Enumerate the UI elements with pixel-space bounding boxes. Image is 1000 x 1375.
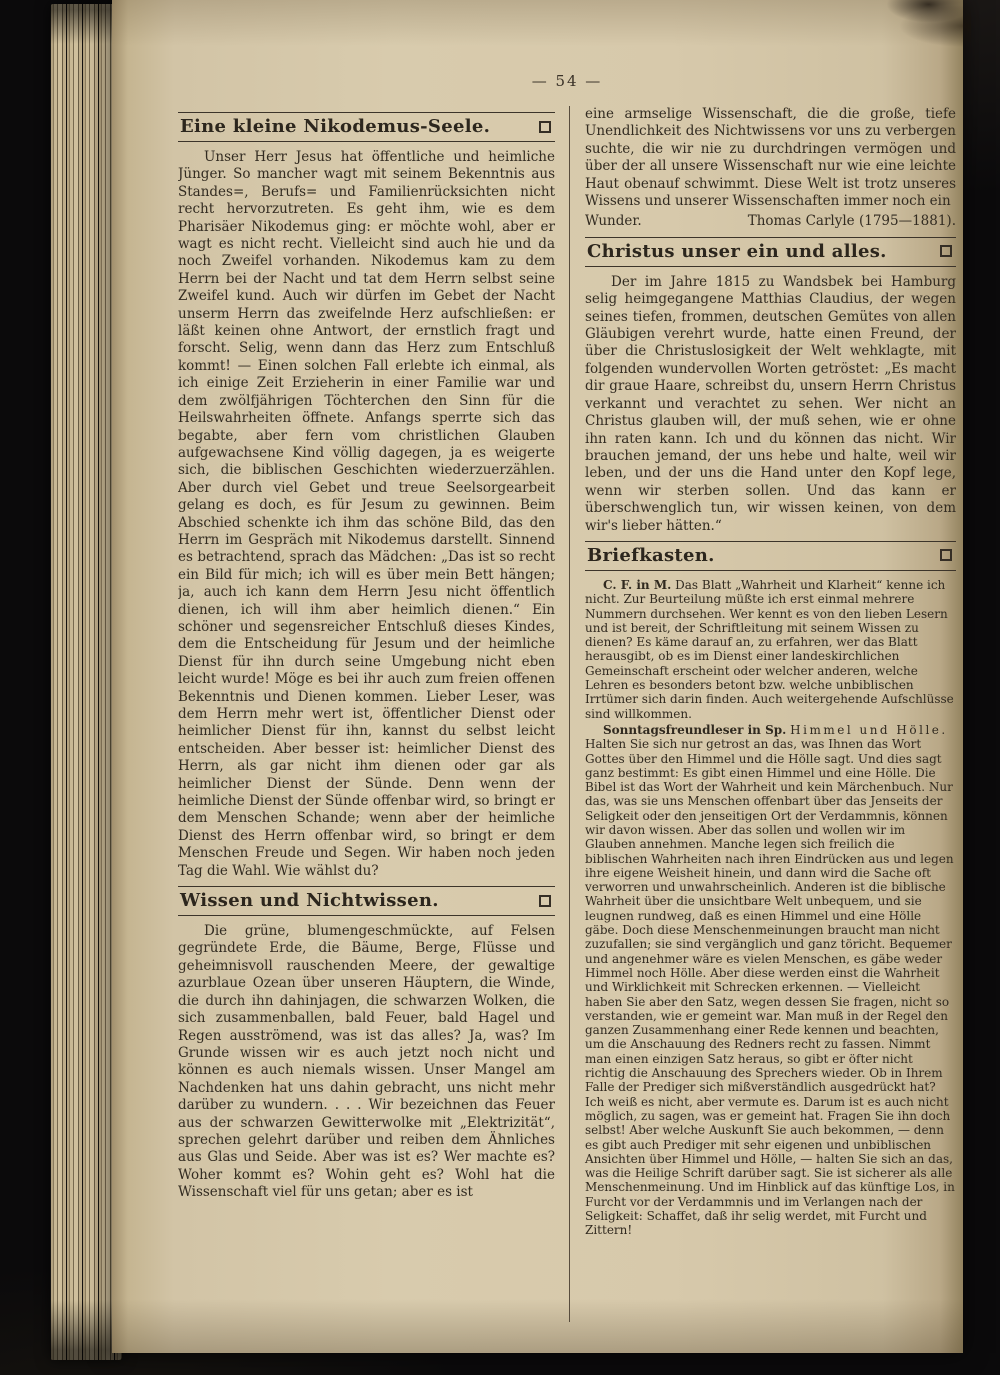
briefkasten-item-1 — [585, 578, 956, 721]
section-heading-nikodemus — [178, 112, 555, 142]
page-content — [178, 0, 956, 1340]
section-body-wissen: Die grüne, blumengeschmückte, auf Felsen gegründete Erde, die Bäume, Berge, Flüsse und geheimnisvoll rauschenden Meere, der gewaltige azurblaue Ozean über unseren Häuptern, die Winde, die durch ihn dahinjagen, die schwarzen Wolken, die sich zusammenballen, bald Feuer, bald Hagel und Regen ausströmend, was ist das alles? Ja, was? Im Grunde wissen wir es auch jetzt noch nicht und können es auch niemals wissen. Unser Mangel am Nachdenken hat uns dahin gebracht, uns nicht mehr darüber zu wundern. . . . Wir bezeichnen das Feuer aus der schwarzen Gewitterwolke mit „Elektrizität“, sprechen gelehrt darüber und reiben dem Ähnliches aus Glas und Seide. Aber was ist es? Wer machte es? Woher kommt es? Wohin geht es? Wohl hat die Wissenschaft viel für uns getan; aber es ist — [178, 923, 555, 1201]
briefkasten-item-2 — [585, 723, 956, 1238]
section-title: Briefkasten. — [587, 544, 715, 566]
attribution-line — [585, 213, 956, 230]
right-column — [569, 106, 956, 1322]
section-body-christus: Der im Jahre 1815 zu Wandsbek bei Hamburg selig heimgegangene Matthias Claudius, der wegen seines tiefen, frommen, deutschen Gemütes von allen Gläubigen verehrt wurde, hatte einen Freund, der über die Christuslosigkeit der Welt wehklagte, mit folgenden wundervollen Worten getröstet: „Es macht dir graue Haare, schreibst du, unsern Herrn Christus verkannt und verachtet zu sehen. Wer nicht an Christus glauben will, der muß sehen, wie er ohne ihn raten kann. Ich und du können das nicht. Wir brauchen jemand, der uns hebe und halte, weil wir leben, und der uns die Hand unter den Kopf lege, wenn wir sterben sollen. Und das kann er überschwenglich tun, wir wissen keinen, von dem wir's lieber hätten.“ — [585, 273, 956, 534]
page-number: — 54 — — [531, 72, 603, 90]
section-body-nikodemus: Unser Herr Jesus hat öffentliche und heimliche Jünger. So mancher wagt mit seinem Bekenntnis aus Standes=, Berufs= und Familienrücksichten nicht recht hervorzutreten. Es geht ihm, wie es dem Pharisäer Nikodemus ging: er möchte wohl, aber er wagt es nicht recht. Vielleicht sind auch hie und da noch Zweifel vorhanden. Nikodemus kam zu dem Herrn bei der Nacht und tat dem Herrn selbst seine Zweifel kund. Auch wir dürfen im Gebet der Nacht unserm Herrn das zweifelnde Herz aufschließen: er läßt keinen ohne Antwort, der ernstlich fragt und forscht. Selig, wenn dann das Herz zum Entschluß kommt! — Einen solchen Fall erlebte ich einmal, als ich einige Zeit Erzieherin in einer Familie war und dem zwölfjährigen Töchterchen den Sinn für die Heilswahrheiten öffnete. Anfangs sperrte sich das begabte, aber fern vom christlichen Glauben aufgewachsene Kind völlig dagegen, ja es weigerte sich, die biblischen Geschichten wiederzuerzählen. Aber durch viel Gebet und treue Seelsorgearbeit gelang es doch, es für Jesum zu gewinnen. Beim Abschied schenkte ich ihm das schöne Bild, das den Herrn im Gespräch mit Nikodemus darstellt. Sinnend es betrachtend, sprach das Mädchen: „Das ist so recht ein Bild für mich; ich will es über mein Bett hängen; ja, auch ich kann dem Herrn Jesu nicht öffentlich dienen, ich will ihm aber heimlich dienen.“ Ein schöner und segensreicher Entschluß dieses Kindes, dem die Entscheidung für Jesum und der heimliche Dienst für ihn durch seine Umgebung nicht eben leicht wurde! Möge es bei ihr auch zum freien offenen Bekenntnis und Dienen kommen. Lieber Leser, was dem Herrn mehr wert ist, öffentlicher Dienst oder heimlicher Dienst für ihn, kannst du selbst leicht entscheiden. Aber besser ist: heimlicher Dienst des Herrn, als gar nicht ihm dienen oder gar als heimlicher Dienst der Sünde. Denn wenn der heimliche Dienst der Sünde offenbar wird, so bringt er dem Menschen Schande; wenn aber der heimliche Dienst des Herrn offenbar wird, so bringt er dem Menschen Freude und Segen. Wir haben noch jeden Tag die Wahl. Wie wählst du? — [178, 149, 555, 879]
section-heading-christus — [585, 237, 956, 267]
briefkasten-items — [585, 578, 956, 1238]
section-title: Wissen und Nichtwissen. — [180, 890, 439, 912]
section-title: Eine kleine Nikodemus-Seele. — [180, 116, 491, 137]
book-page — [112, 0, 963, 1353]
author-attribution: Thomas Carlyle (1795—1881). — [747, 213, 956, 230]
section-end-square-icon — [940, 245, 952, 257]
left-column — [178, 106, 555, 1322]
briefkasten-item-1-lead: C. F. in M. — [603, 577, 672, 592]
briefkasten-item-2-topic: Himmel und Hölle. — [790, 722, 948, 737]
text-columns — [178, 106, 956, 1322]
briefkasten-item-2-body: Halten Sie sich nur getrost an das, was Ihnen das Wort Gottes über den Himmel und die Hölle sagt. Und dies sagt ganz bestimmt: Es gibt einen Himmel und eine Hölle. Die Bibel ist das Wort der Wahrheit und kein Märchenbuch. Nur das, was sie uns Menschen offenbart über das Jenseits der Seligkeit oder den jenseitigen Ort der Verdammnis, können wir davon wissen. Aber das sollen und wollen wir im Glauben annehmen. Manche legen sich freilich die biblischen Wahrheiten nach ihren Eindrücken aus und legen ihre eigene Weisheit hinein, und dann wird die Sache oft verworren und unwahrscheinlich. Anderen ist die biblische Wahrheit über die unsichtbare Welt unbequem, und sie leugnen rundweg, daß es einen Himmel und eine Hölle gäbe. Doch diese Menschenmeinungen braucht man nicht zuzufallen; sie sind vergänglich und ganz töricht. Bequemer und angenehmer wäre es vielen Menschen, es gäbe weder Himmel noch Hölle. Aber diese werden einst die Wahrheit und Wirklichkeit mit Schrecken erkennen. — Vielleicht haben Sie aber den Satz, wegen dessen Sie fragen, nicht so verstanden, wie er gemeint war. Man muß in der Regel den ganzen Zusammenhang einer Rede kennen und beachten, um die Anschauung des Redners recht zu fassen. Nimmt man einen einzigen Satz heraus, so gibt er öfter nicht richtig die Anschauung des Sprechers wieder. Ob in Ihrem Falle der Prediger sich mißverständlich ausgedrückt hat? Ich weiß es nicht, aber vermute es. Darum ist es auch nicht möglich, zu sagen, was er gemeint hat. Fragen Sie ihn doch selbst! Aber welche Auskunft Sie auch bekommen, — denn es gibt auch Prediger mit sehr eigenen und unbiblischen Ansichten über Himmel und Hölle, — halten Sie sich an das, was die Heilige Schrift darüber sagt. Sie ist sicherer als alle Menschenmeinung. Und im Hinblick auf das künftige Los, in Furcht vor der Verdammnis und im Verlangen nach der Seligkeit: Schaffet, daß ihr selig werdet, mit Furcht und Zittern! — [585, 737, 955, 1238]
section-title: Christus unser ein und alles. — [587, 240, 887, 262]
section-end-square-icon — [539, 121, 551, 133]
section-heading-briefkasten — [585, 541, 956, 571]
continuation-last-word: Wunder. — [585, 213, 642, 230]
briefkasten-item-1-body: Das Blatt „Wahrheit und Klarheit“ kenne ich nicht. Zur Beurteilung müßte ich erst einmal mehrere Nummern durchsehen. Wer kennt es von den lieben Lesern und ist bereit, der Schriftleitung mit seinem Wissen zu dienen? Es käme darauf an, zu erfahren, wer das Blatt herausgibt, ob es im Dienst einer landeskirchlichen Gemeinschaft erscheint oder welcher anderen, welche Lehren es besonders betont bzw. welche unbiblischen Irrtümer sich darin finden. Auch weitergehende Aufschlüsse sind willkommen. — [585, 577, 954, 721]
section-heading-wissen — [178, 886, 555, 916]
section-end-square-icon — [539, 895, 551, 907]
section-end-square-icon — [940, 549, 952, 561]
briefkasten-item-2-lead: Sonntagsfreundleser in Sp. — [603, 722, 787, 737]
continuation-paragraph: eine armselige Wissenschaft, die die große, tiefe Unendlichkeit des Nichtwissens vor uns zu verbergen suchte, die wir nie zu durchdringen vermögen und über der all unsere Wissenschaft nur wie eine leichte Haut obenauf schwimmt. Diese Welt ist trotz unseres Wissens und unserer Wissenschaften immer noch ein — [585, 106, 956, 210]
